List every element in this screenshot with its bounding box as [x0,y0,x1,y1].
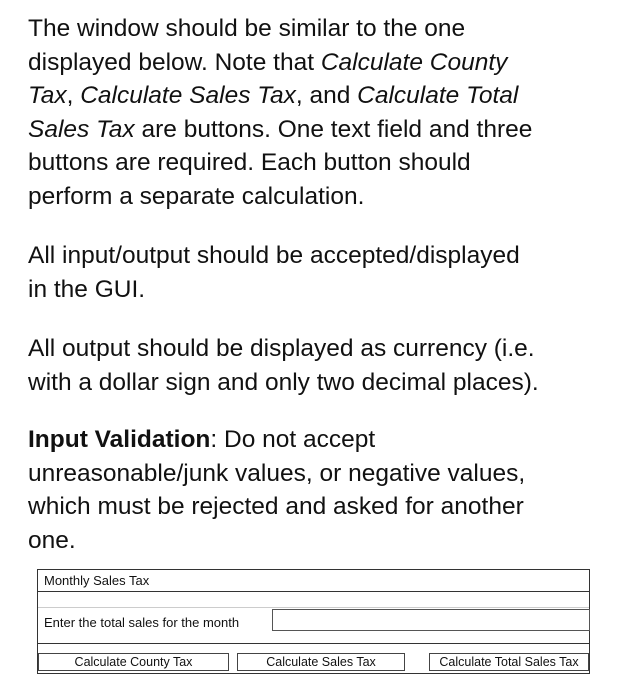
sales-tax-window-mockup [37,569,590,674]
text-span: : Do not accept [210,426,376,453]
text-line [28,180,608,214]
italic-button-name: Sales Tax [28,115,135,143]
text-line [28,146,608,180]
text-line: one. [28,526,76,554]
italic-button-name: Calculate Total [357,82,519,109]
text-span: displayed below. Note that [28,48,321,76]
window-title: Monthly Sales Tax [38,570,589,592]
text-line: which must be rejected and asked for another [28,493,524,520]
text-line [28,423,608,457]
input-validation-heading: Input Validation [28,426,211,453]
text-line: in the GUI. [28,275,146,303]
divider [38,607,589,608]
calculate-sales-tax-button[interactable]: Calculate Sales Tax [237,653,405,671]
paragraph-currency-requirement [28,332,608,399]
text-span: are buttons. One text field and three [134,115,533,143]
paragraph-io-requirement [28,239,608,306]
text-line: with a dollar sign and only two decimal places). [28,368,539,396]
calculate-total-sales-tax-button[interactable]: Calculate Total Sales Tax [429,653,589,671]
paragraph-input-validation [28,423,608,557]
text-span: , [66,82,81,109]
text-line [28,12,608,46]
text-line: All input/output should be accepted/displayed [28,242,520,269]
calculate-county-tax-button[interactable]: Calculate County Tax [38,653,229,671]
instructions-document [28,12,608,557]
input-row [38,592,589,650]
text-span: , and [295,82,358,109]
text-line [28,46,608,80]
divider [38,643,589,644]
total-sales-label: Enter the total sales for the month [44,615,240,630]
text-span: buttons are required. Each button should [28,149,471,176]
paragraph-window-description [28,12,608,213]
text-line [28,113,608,147]
italic-button-name: Calculate County [320,48,508,76]
total-sales-input[interactable] [272,609,590,631]
text-line: All output should be displayed as currency (i.e. [28,335,535,362]
text-line: unreasonable/junk values, or negative values, [28,459,526,487]
italic-button-name: Tax [28,82,67,109]
text-line [28,79,608,113]
italic-button-name: Calculate Sales Tax [80,82,296,109]
text-span: The window should be similar to the one [28,15,466,42]
text-span: perform a separate calculation. [28,182,365,210]
